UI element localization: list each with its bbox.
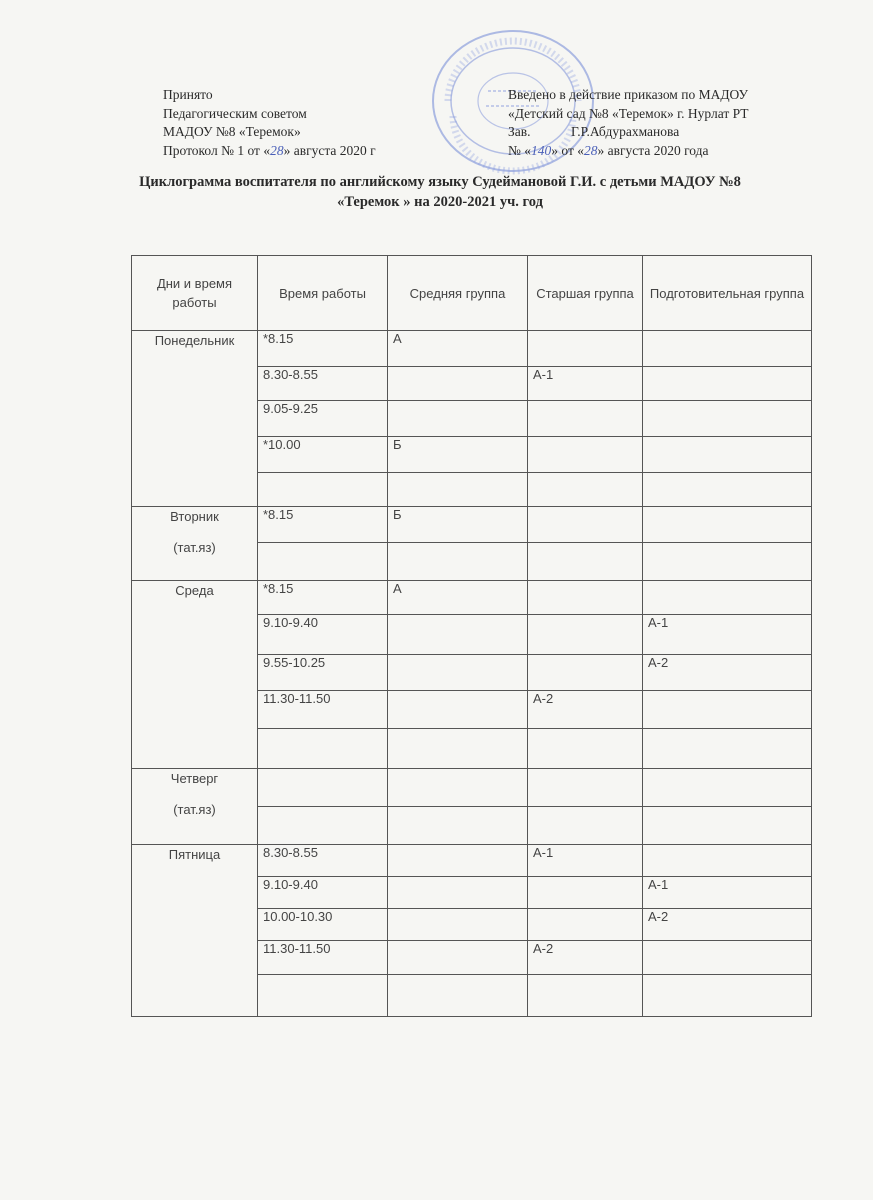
order-number: 140 [531,142,552,158]
time-cell [258,729,388,769]
time-cell: 8.30-8.55 [258,845,388,877]
group-cell [388,845,528,877]
group-cell [388,877,528,909]
table-row [132,581,812,615]
group-cell [643,769,812,807]
time-cell: *10.00 [258,437,388,473]
table-row [132,507,812,543]
document-title [110,172,770,212]
group-cell [388,729,528,769]
day-cell [132,507,258,581]
time-cell [258,769,388,807]
enactment-line-1: Введено в действие приказом по МАДОУ [508,87,749,102]
group-cell [528,729,643,769]
time-cell [258,543,388,581]
day-name: Понедельник [154,333,235,348]
group-cell [528,655,643,691]
head-title: Зав. [508,124,534,139]
group-cell [528,909,643,941]
group-cell [388,615,528,655]
group-cell: Б [388,507,528,543]
group-cell [388,769,528,807]
schedule-table [131,255,812,1017]
time-cell: 8.30-8.55 [258,367,388,401]
group-cell [643,331,812,367]
approval-line-1: Принято [163,87,213,102]
group-cell: Б [388,437,528,473]
column-header: Время работы [258,256,388,331]
group-cell [643,543,812,581]
group-cell [528,437,643,473]
time-cell: 9.55-10.25 [258,655,388,691]
time-cell: *8.15 [258,581,388,615]
title-line-1: Циклограмма воспитателя по английскому языку Судеймановой Г.И. с детьми МАДОУ №8 [139,174,741,190]
order-day: 28 [584,142,598,158]
day-note: (тат.яз) [173,540,216,555]
day-cell [132,769,258,845]
time-cell: 9.10-9.40 [258,615,388,655]
day-cell [132,581,258,769]
time-cell [258,807,388,845]
group-cell [388,543,528,581]
order-line [508,142,749,161]
group-cell [388,655,528,691]
approval-line-2: Педагогическим советом [163,105,307,121]
title-line-2: «Теремок » на 2020-2021 уч. год [337,194,543,210]
time-cell [258,975,388,1017]
day-name: Среда [175,583,214,598]
time-cell: 11.30-11.50 [258,691,388,729]
enactment-line-3 [508,123,749,142]
order-prefix: № « [508,142,532,158]
group-cell [643,845,812,877]
group-cell: А-2 [643,655,812,691]
group-cell [388,401,528,437]
enactment-block [508,86,749,160]
group-cell: А-1 [643,615,812,655]
group-cell: А-2 [528,941,643,975]
day-note: (тат.яз) [173,802,216,817]
day-name: Четверг [170,771,219,786]
protocol-day: 28 [270,142,284,158]
protocol-line [163,142,376,161]
group-cell [528,769,643,807]
protocol-suffix: » августа 2020 г [283,142,376,158]
time-cell: *8.15 [258,331,388,367]
column-header: Старшая группа [528,256,643,331]
group-cell [643,975,812,1017]
table-row [132,331,812,367]
time-cell [258,473,388,507]
group-cell [388,975,528,1017]
group-cell [388,473,528,507]
group-cell [388,367,528,401]
group-cell: А [388,331,528,367]
group-cell [528,543,643,581]
group-cell: А-2 [643,909,812,941]
time-cell: 10.00-10.30 [258,909,388,941]
column-header: Дни и время работы [132,256,258,331]
time-cell: *8.15 [258,507,388,543]
group-cell [528,473,643,507]
group-cell [528,615,643,655]
column-header: Подготовительная группа [643,256,812,331]
enactment-line-2: «Детский сад №8 «Теремок» г. Нурлат РТ [508,105,749,121]
group-cell [528,581,643,615]
table-header-row [132,256,812,331]
group-cell [388,691,528,729]
schedule-body [132,331,812,1017]
day-cell [132,331,258,507]
group-cell [643,807,812,845]
day-name: Вторник [170,509,219,524]
approval-line-3: МАДОУ №8 «Теремок» [163,124,301,139]
group-cell [528,331,643,367]
group-cell [528,975,643,1017]
group-cell: А [388,581,528,615]
group-cell [528,807,643,845]
group-cell [643,729,812,769]
day-cell [132,845,258,1017]
group-cell [643,401,812,437]
group-cell [643,507,812,543]
group-cell [643,941,812,975]
approval-block [163,86,376,160]
group-cell: А-1 [528,367,643,401]
group-cell [528,507,643,543]
column-header: Средняя группа [388,256,528,331]
head-name: Г.Р.Абдурахманова [571,124,680,139]
signature-mark [534,124,571,139]
group-cell [528,877,643,909]
group-cell [388,909,528,941]
group-cell: А-2 [528,691,643,729]
group-cell: А-1 [528,845,643,877]
group-cell [643,581,812,615]
table-row [132,769,812,807]
group-cell [528,401,643,437]
order-suffix: » августа 2020 года [597,142,709,158]
group-cell [643,367,812,401]
time-cell: 11.30-11.50 [258,941,388,975]
time-cell: 9.05-9.25 [258,401,388,437]
order-mid: » от « [551,142,584,158]
day-name: Пятница [168,847,221,862]
group-cell: А-1 [643,877,812,909]
table-row [132,845,812,877]
group-cell [388,941,528,975]
protocol-prefix: Протокол № 1 от « [163,142,271,158]
time-cell: 9.10-9.40 [258,877,388,909]
group-cell [643,473,812,507]
group-cell [643,691,812,729]
group-cell [388,807,528,845]
group-cell [643,437,812,473]
